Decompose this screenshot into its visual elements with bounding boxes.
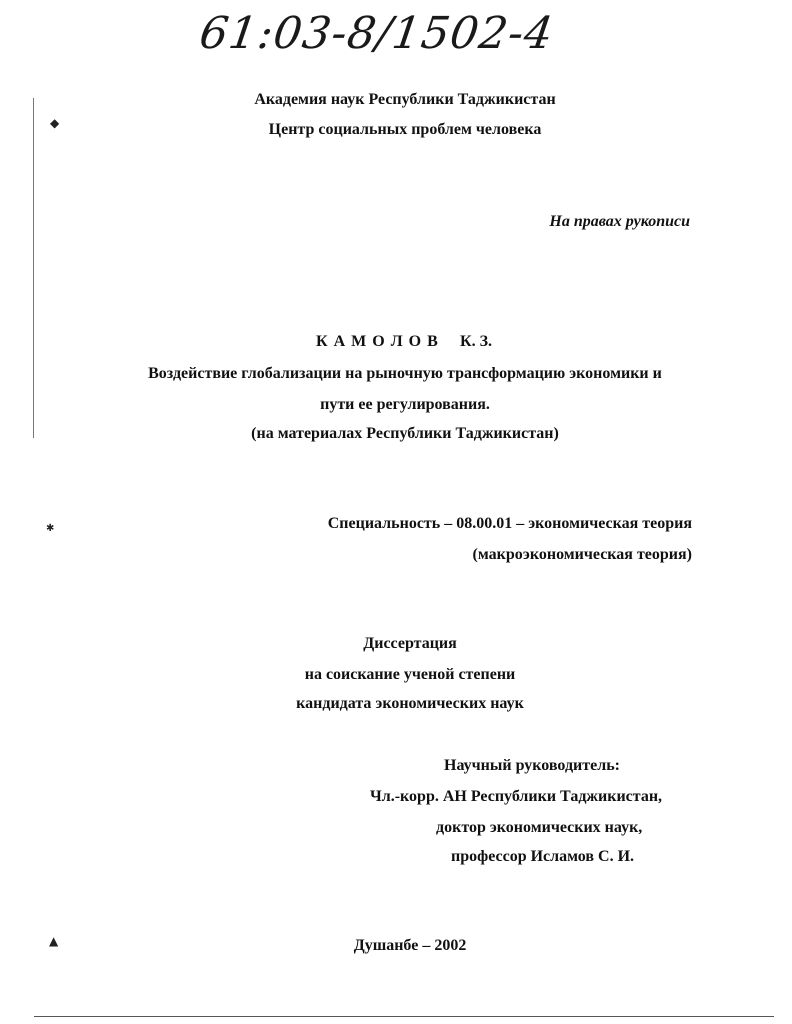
scan-mark-top: ◆ (50, 116, 60, 130)
specialty-line-1: Специальность – 08.00.01 – экономическая теория (327, 515, 692, 532)
supervisor-line-1: Чл.-корр. АН Республики Таджикистан, (370, 788, 663, 805)
author-surname: К А М О Л О В (316, 333, 439, 350)
scan-mark-middle: ✱ (46, 523, 55, 534)
scan-mark-bottom: ▲ (49, 934, 59, 948)
city-year: Душанбе – 2002 (353, 937, 467, 954)
title-line-2: пути ее регулирования. (320, 396, 490, 413)
specialty-line-2: (макроэкономическая теория) (472, 546, 692, 563)
supervisor-line-3: профессор Исламов С. И. (451, 848, 635, 865)
title-line-3: (на материалах Республики Таджикистан) (251, 425, 559, 442)
handwritten-archive-code: 61:03-8/1502-4 (196, 8, 557, 59)
dissertation-line-3: кандидата экономических наук (296, 695, 524, 712)
scan-bottom-line (34, 1016, 774, 1017)
title-line-1: Воздействие глобализации на рыночную трансформацию экономики и (148, 365, 662, 382)
academy-name: Академия наук Республики Таджикистан (254, 91, 556, 108)
manuscript-rights-note: На правах рукописи (549, 213, 690, 230)
author-initials: К. З. (460, 333, 493, 350)
supervisor-heading: Научный руководитель: (444, 757, 620, 774)
center-name: Центр социальных проблем человека (268, 121, 542, 138)
dissertation-line-1: Диссертация (363, 635, 457, 652)
scan-margin-line (33, 98, 34, 438)
dissertation-line-2: на соискание ученой степени (304, 666, 516, 683)
supervisor-line-2: доктор экономических наук, (436, 819, 643, 836)
